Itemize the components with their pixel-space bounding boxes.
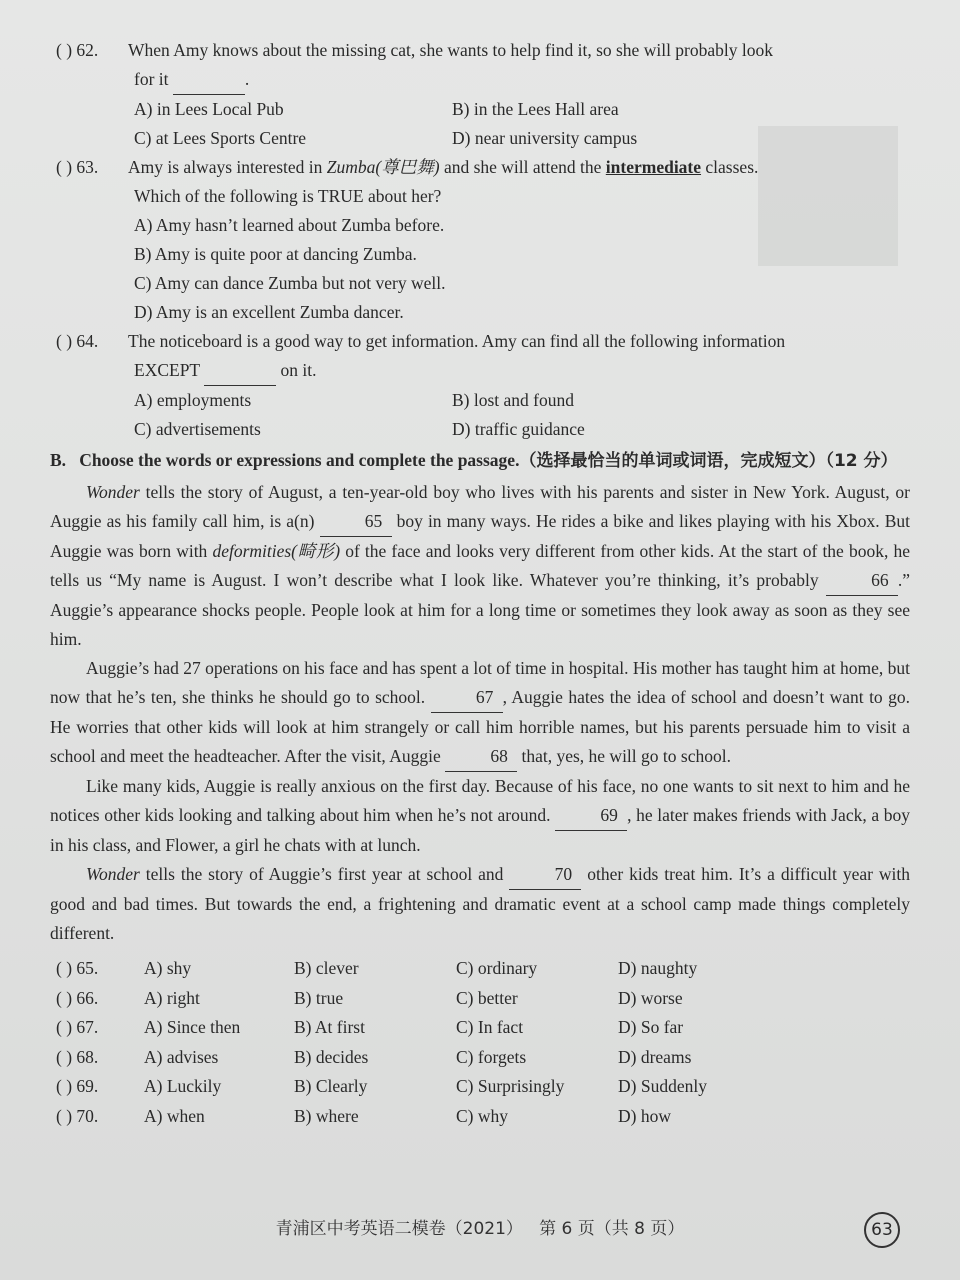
option-d: D) So far: [618, 1017, 684, 1037]
italic-term: deformities(畸形): [212, 541, 341, 561]
option-d: D) Amy is an excellent Zumba dancer.: [134, 302, 404, 322]
option-c: C) why: [456, 1105, 509, 1126]
question-text-end: classes.: [705, 157, 759, 177]
question-text-end: on it.: [280, 360, 317, 380]
option-c: C) advertisements: [134, 419, 261, 439]
exam-page: [50, 36, 910, 1131]
option-a: A) Luckily: [144, 1076, 222, 1096]
text: , Auggie hates the idea of school and doesn’t want to go. He worries that other kids will look at him strangely or call him horrible names, but his parents persuade him to visit a school and meet the headteacher. After the visit, Auggie: [50, 687, 910, 766]
paragraph-1: [50, 478, 910, 654]
page-footer: [0, 1214, 960, 1239]
cloze-passage: [50, 478, 910, 948]
answer-bracket: ( ) 63.: [56, 157, 99, 177]
choice-row-68: [50, 1043, 910, 1073]
blank-68: 68: [445, 742, 517, 772]
answer-bracket: ( ) 66.: [56, 987, 99, 1008]
option-a: A) advises: [144, 1046, 219, 1067]
question-64-options: [50, 386, 910, 444]
section-label: B.: [50, 450, 67, 470]
underlined-word: intermediate: [605, 157, 702, 177]
section-b-heading: [50, 446, 910, 476]
zumba-term: Zumba(尊巴舞): [326, 157, 440, 177]
option-d: D) near university campus: [452, 128, 638, 148]
option-a: A) right: [144, 987, 200, 1008]
option-b: B) At first: [294, 1017, 365, 1037]
answer-bracket: ( ) 67.: [56, 1017, 99, 1037]
question-text: When Amy knows about the missing cat, she wants to help find it, so she will probably look: [128, 40, 773, 60]
option-d: D) traffic guidance: [452, 419, 585, 439]
option-d: D) dreams: [618, 1046, 692, 1067]
option-a: A) shy: [144, 958, 192, 978]
option-d: D) Suddenly: [618, 1076, 707, 1096]
answer-bracket: ( ) 69.: [56, 1076, 99, 1096]
text: , he later makes friends with Jack, a boy in his class, and Flower, a girl he chats with at lunch.: [50, 805, 910, 855]
option-a: A) Since then: [144, 1017, 241, 1037]
text: boy in many ways. He rides a bike and likes playing with his Xbox. But Auggie was born with: [50, 511, 910, 561]
question-text-cont: EXCEPT: [134, 360, 200, 380]
choice-row-70: [50, 1102, 910, 1132]
answer-bracket: ( ) 62.: [56, 40, 99, 60]
blank-66: 66: [826, 566, 898, 596]
question-62: [50, 36, 910, 65]
book-title: Wonder: [86, 864, 140, 884]
answer-bracket: ( ) 68.: [56, 1046, 99, 1067]
book-title: Wonder: [86, 482, 140, 502]
question-text-cont: for it: [134, 69, 169, 89]
option-d: D) how: [618, 1105, 671, 1126]
answer-bracket: ( ) 65.: [56, 958, 99, 978]
choice-row-67: [50, 1013, 910, 1043]
question-64: [50, 327, 910, 356]
answer-bracket: ( ) 70.: [56, 1105, 99, 1126]
option-c: C) Surprisingly: [456, 1076, 565, 1096]
option-b: B) decides: [294, 1046, 369, 1067]
punct: .: [244, 69, 250, 89]
option-a: A) employments: [134, 390, 252, 410]
option-b: B) in the Lees Hall area: [452, 99, 619, 119]
option-a: A) in Lees Local Pub: [134, 99, 284, 119]
option-b: B) Clearly: [294, 1076, 368, 1096]
section-title: Choose the words or expressions and complete the passage.: [79, 450, 520, 470]
option-d: D) worse: [618, 987, 683, 1008]
option-a: A) Amy hasn’t learned about Zumba before.: [134, 215, 445, 235]
text: that, yes, he will go to school.: [517, 746, 731, 766]
question-63-options: [50, 211, 910, 327]
option-d: D) naughty: [618, 958, 698, 978]
option-c: C) ordinary: [456, 958, 538, 978]
question-63-line2: [50, 182, 910, 211]
paragraph-3: [50, 772, 910, 860]
choice-row-69: [50, 1072, 910, 1102]
blank-70: 70: [509, 860, 581, 890]
blank-69: 69: [555, 801, 627, 831]
option-b: B) true: [294, 987, 344, 1008]
answer-bracket: ( ) 64.: [56, 331, 99, 351]
page-indicator: 第 6 页（共 8 页）: [539, 1219, 685, 1239]
paragraph-4: [50, 860, 910, 948]
paragraph-2: [50, 654, 910, 772]
question-64-line2: [50, 356, 910, 386]
choice-row-65: [50, 954, 910, 984]
text: Like many kids, Auggie is really anxious on the first day. Because of his face, no one wants to sit next to him and he notices other kids looking and talking about him when he’s not around.: [50, 776, 910, 825]
question-text: The noticeboard is a good way to get information. Amy can find all the following information: [128, 331, 786, 351]
option-b: B) where: [294, 1105, 359, 1126]
text: tells the story of August, a ten-year-old boy who lives with his parents and sister in New York. August, or Auggie as his family call him, is a(n): [50, 482, 910, 531]
text: .” Auggie’s appearance shocks people. People look at him for a long time or sometimes they look away as soon as they see him.: [50, 570, 910, 649]
question-62-line2: [50, 65, 910, 95]
answer-blank: [204, 356, 276, 386]
text: other kids treat him. It’s a difficult year with good and bad times. But towards the end, a frightening and dramatic event at a school camp made things completely different.: [50, 864, 910, 943]
question-63: [50, 153, 910, 182]
option-c: C) Amy can dance Zumba but not very well.: [134, 273, 446, 293]
circled-page-number: 63: [864, 1212, 900, 1248]
choice-row-66: [50, 984, 910, 1014]
option-a: A) when: [144, 1105, 205, 1126]
option-b: B) lost and found: [452, 390, 575, 410]
option-c: C) better: [456, 987, 518, 1008]
question-62-options: [50, 95, 910, 153]
question-text: Which of the following is TRUE about her?: [134, 186, 442, 206]
text: Auggie’s had 27 operations on his face and has spent a lot of time in hospital. His mother has taught him at home, but now that he’s ten, she thinks he should go to school.: [50, 658, 910, 707]
option-c: C) at Lees Sports Centre: [134, 128, 307, 148]
text: of the face and looks very different from other kids. At the start of the book, he tells us “My name is August. I won’t describe what I look like. Whatever you’re thinking, it’s probably: [50, 541, 910, 590]
section-instruction-cn: （选择最恰当的单词或词语，完成短文）（12 分）: [519, 451, 898, 471]
option-b: B) clever: [294, 958, 359, 978]
question-text-cont: and she will attend the: [443, 157, 602, 177]
question-text: Amy is always interested in: [128, 157, 323, 177]
blank-65: 65: [320, 507, 392, 537]
option-c: C) In fact: [456, 1017, 524, 1037]
answer-blank: [173, 65, 245, 95]
exam-title: 青浦区中考英语二模卷（2021）: [275, 1219, 523, 1239]
text: tells the story of Auggie’s first year at school and: [139, 864, 510, 884]
option-b: B) Amy is quite poor at dancing Zumba.: [134, 244, 417, 264]
option-c: C) forgets: [456, 1046, 527, 1067]
blank-67: 67: [431, 683, 503, 713]
cloze-choices: [50, 954, 910, 1131]
